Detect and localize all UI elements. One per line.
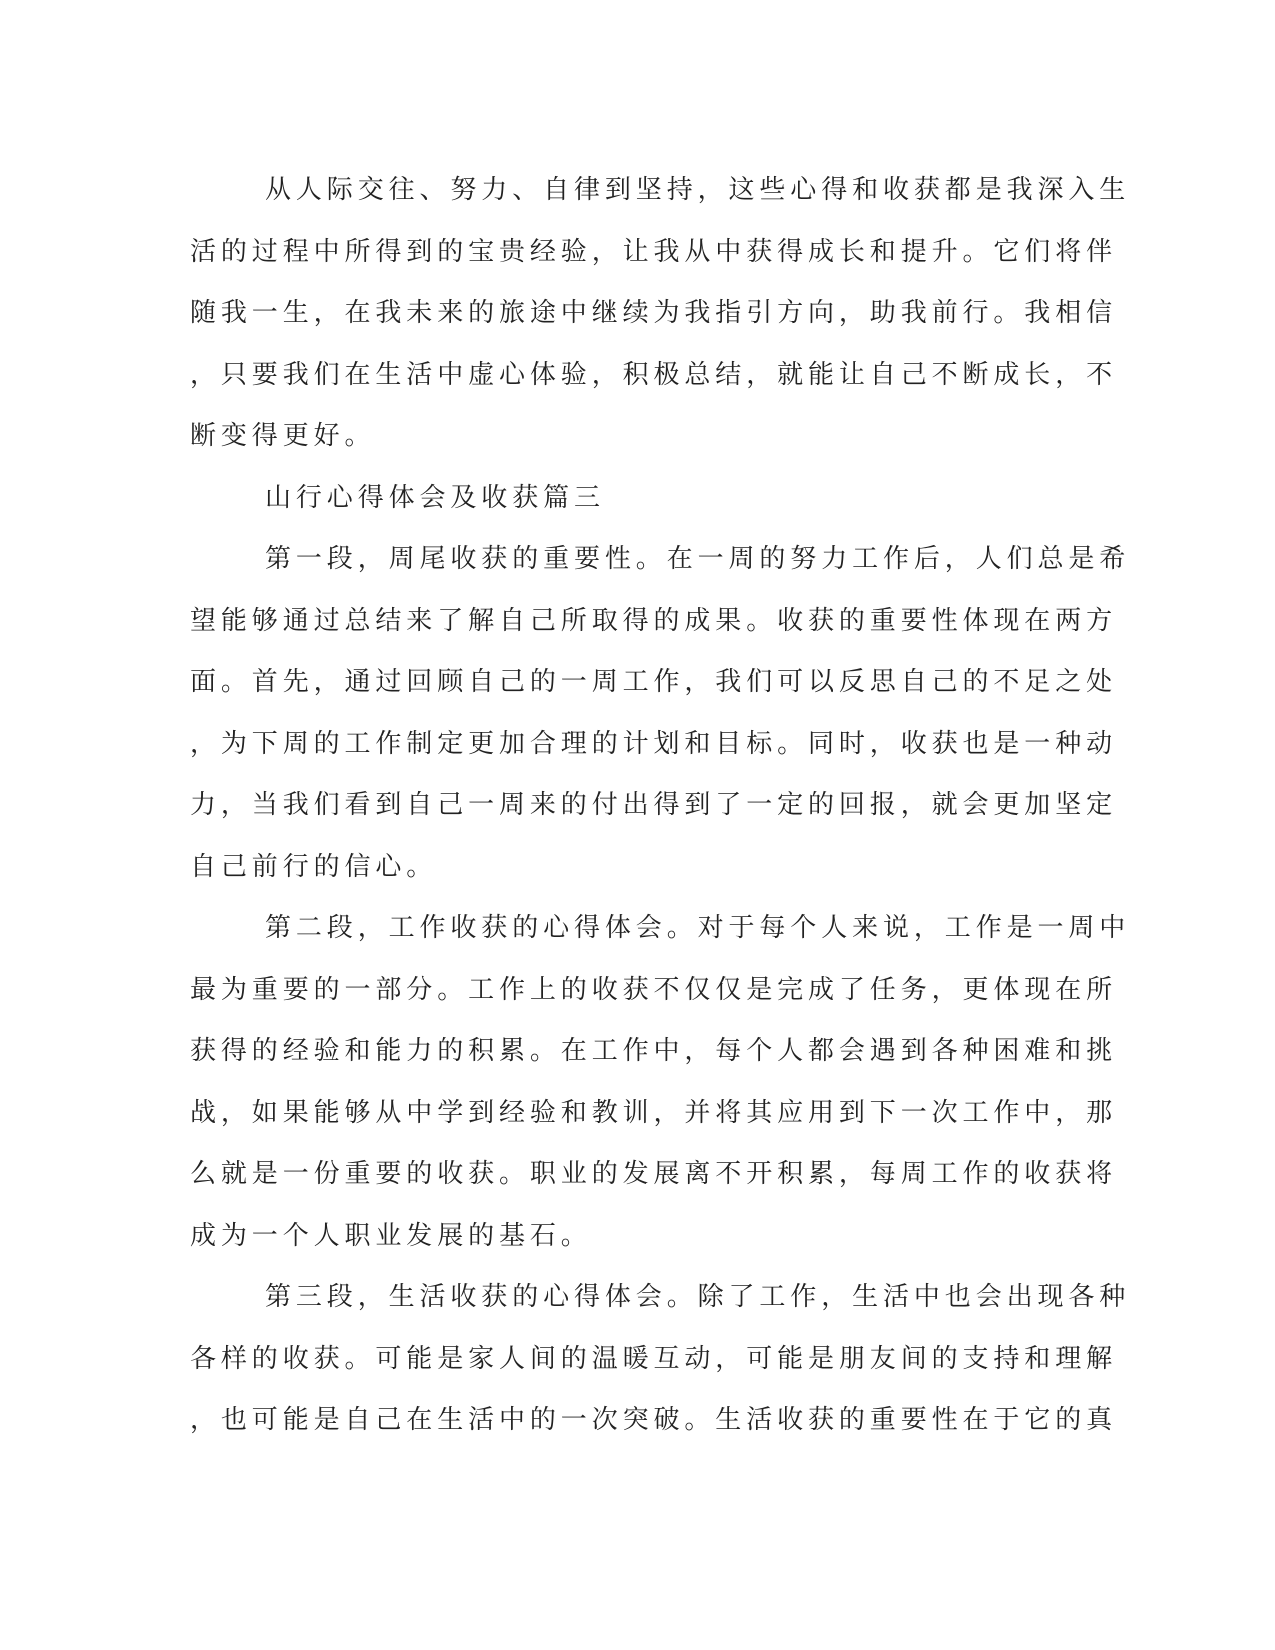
text-line: ，为下周的工作制定更加合理的计划和目标。同时，收获也是一种动	[190, 728, 1118, 759]
text-line: 第二段，工作收获的心得体会。对于每个人来说，工作是一周中	[265, 913, 1131, 943]
text-line: 面。首先，通过回顾自己的一周工作，我们可以反思自己的不足之处	[190, 667, 1118, 697]
text-line: 第一段，周尾收获的重要性。在一周的努力工作后，人们总是希	[265, 544, 1131, 574]
text-line: ，只要我们在生活中虚心体验，积极总结，就能让自己不断成长，不	[190, 359, 1118, 390]
paragraph-4	[190, 1267, 1131, 1452]
text-line: 力，当我们看到自己一周来的付出得到了一定的回报，就会更加坚定	[190, 790, 1118, 820]
text-line: 第三段，生活收获的心得体会。除了工作，生活中也会出现各种	[265, 1282, 1131, 1312]
paragraph-3	[190, 898, 1131, 1267]
text-line: 望能够通过总结来了解自己所取得的成果。收获的重要性体现在两方	[190, 605, 1118, 636]
text-line: 活的过程中所得到的宝贵经验，让我从中获得成长和提升。它们将伴	[190, 236, 1118, 267]
text-line: 自己前行的信心。	[190, 851, 438, 882]
section-heading-text: 山行心得体会及收获篇三	[265, 482, 605, 513]
text-line: 战，如果能够从中学到经验和教训，并将其应用到下一次工作中，那	[190, 1097, 1118, 1128]
text-line: 成为一个人职业发展的基石。	[190, 1220, 592, 1251]
text-line: ，也可能是自己在生活中的一次突破。生活收获的重要性在于它的真	[190, 1405, 1118, 1435]
text-line: 获得的经验和能力的积累。在工作中，每个人都会遇到各种困难和挑	[190, 1036, 1118, 1066]
text-line: 最为重要的一部分。工作上的收获不仅仅是完成了任务，更体现在所	[190, 974, 1118, 1005]
text-line: 从人际交往、努力、自律到坚持，这些心得和收获都是我深入生	[265, 175, 1131, 205]
section-heading	[190, 468, 1080, 530]
text-line: 各样的收获。可能是家人间的温暖互动，可能是朋友间的支持和理解	[190, 1343, 1118, 1374]
text-line: 随我一生，在我未来的旅途中继续为我指引方向，助我前行。我相信	[190, 298, 1118, 328]
paragraph-2	[190, 529, 1131, 898]
text-line: 断变得更好。	[190, 421, 376, 451]
document-body	[190, 160, 1131, 1452]
paragraph-1	[190, 160, 1131, 468]
text-line: 么就是一份重要的收获。职业的发展离不开积累，每周工作的收获将	[190, 1159, 1118, 1189]
